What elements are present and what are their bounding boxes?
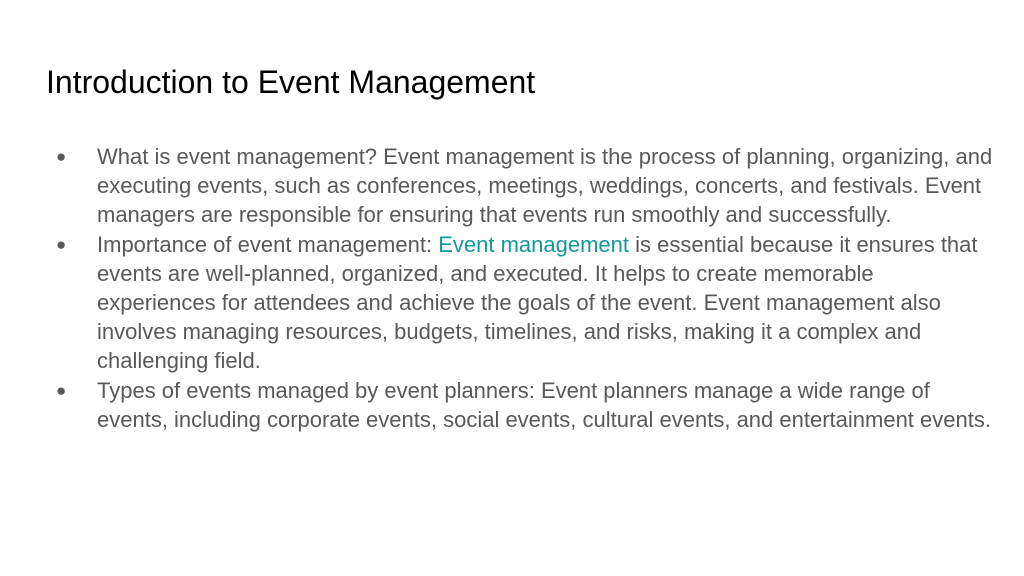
bullet-item-what-is [56,142,996,230]
bullet-list [56,142,996,434]
bullet-item-importance [56,230,996,376]
bullet-text-before-link: Importance of event management: [97,231,439,257]
slide-title: Introduction to Event Management [46,64,536,100]
bullet-text: Types of events managed by event planners: Event planners manage a wide range of events, including corporate events, social events, cultural events, and entertainment events. [97,377,991,432]
event-management-link[interactable]: Event management [438,231,629,257]
bullet-item-types [56,376,996,434]
bullet-dot-icon: ● [56,147,67,166]
bullet-dot-icon: ● [56,380,67,400]
bullet-dot-icon: ● [56,234,67,254]
bullet-text-after-link: is essential because it ensures that events are well-planned, organized, and executed. It helps to create memorable experiences for attendees and achieve the goals of the event. Event management also involves managing resources, budgets, timelines, and risks, making it a complex and challenging field. [97,231,978,374]
bullet-text: What is event management? Event management is the process of planning, organizing, and executing events, such as conferences, meetings, weddings, concerts, and festivals. Event managers are responsible for ensuring that events run smoothly and successfully. [97,144,993,228]
